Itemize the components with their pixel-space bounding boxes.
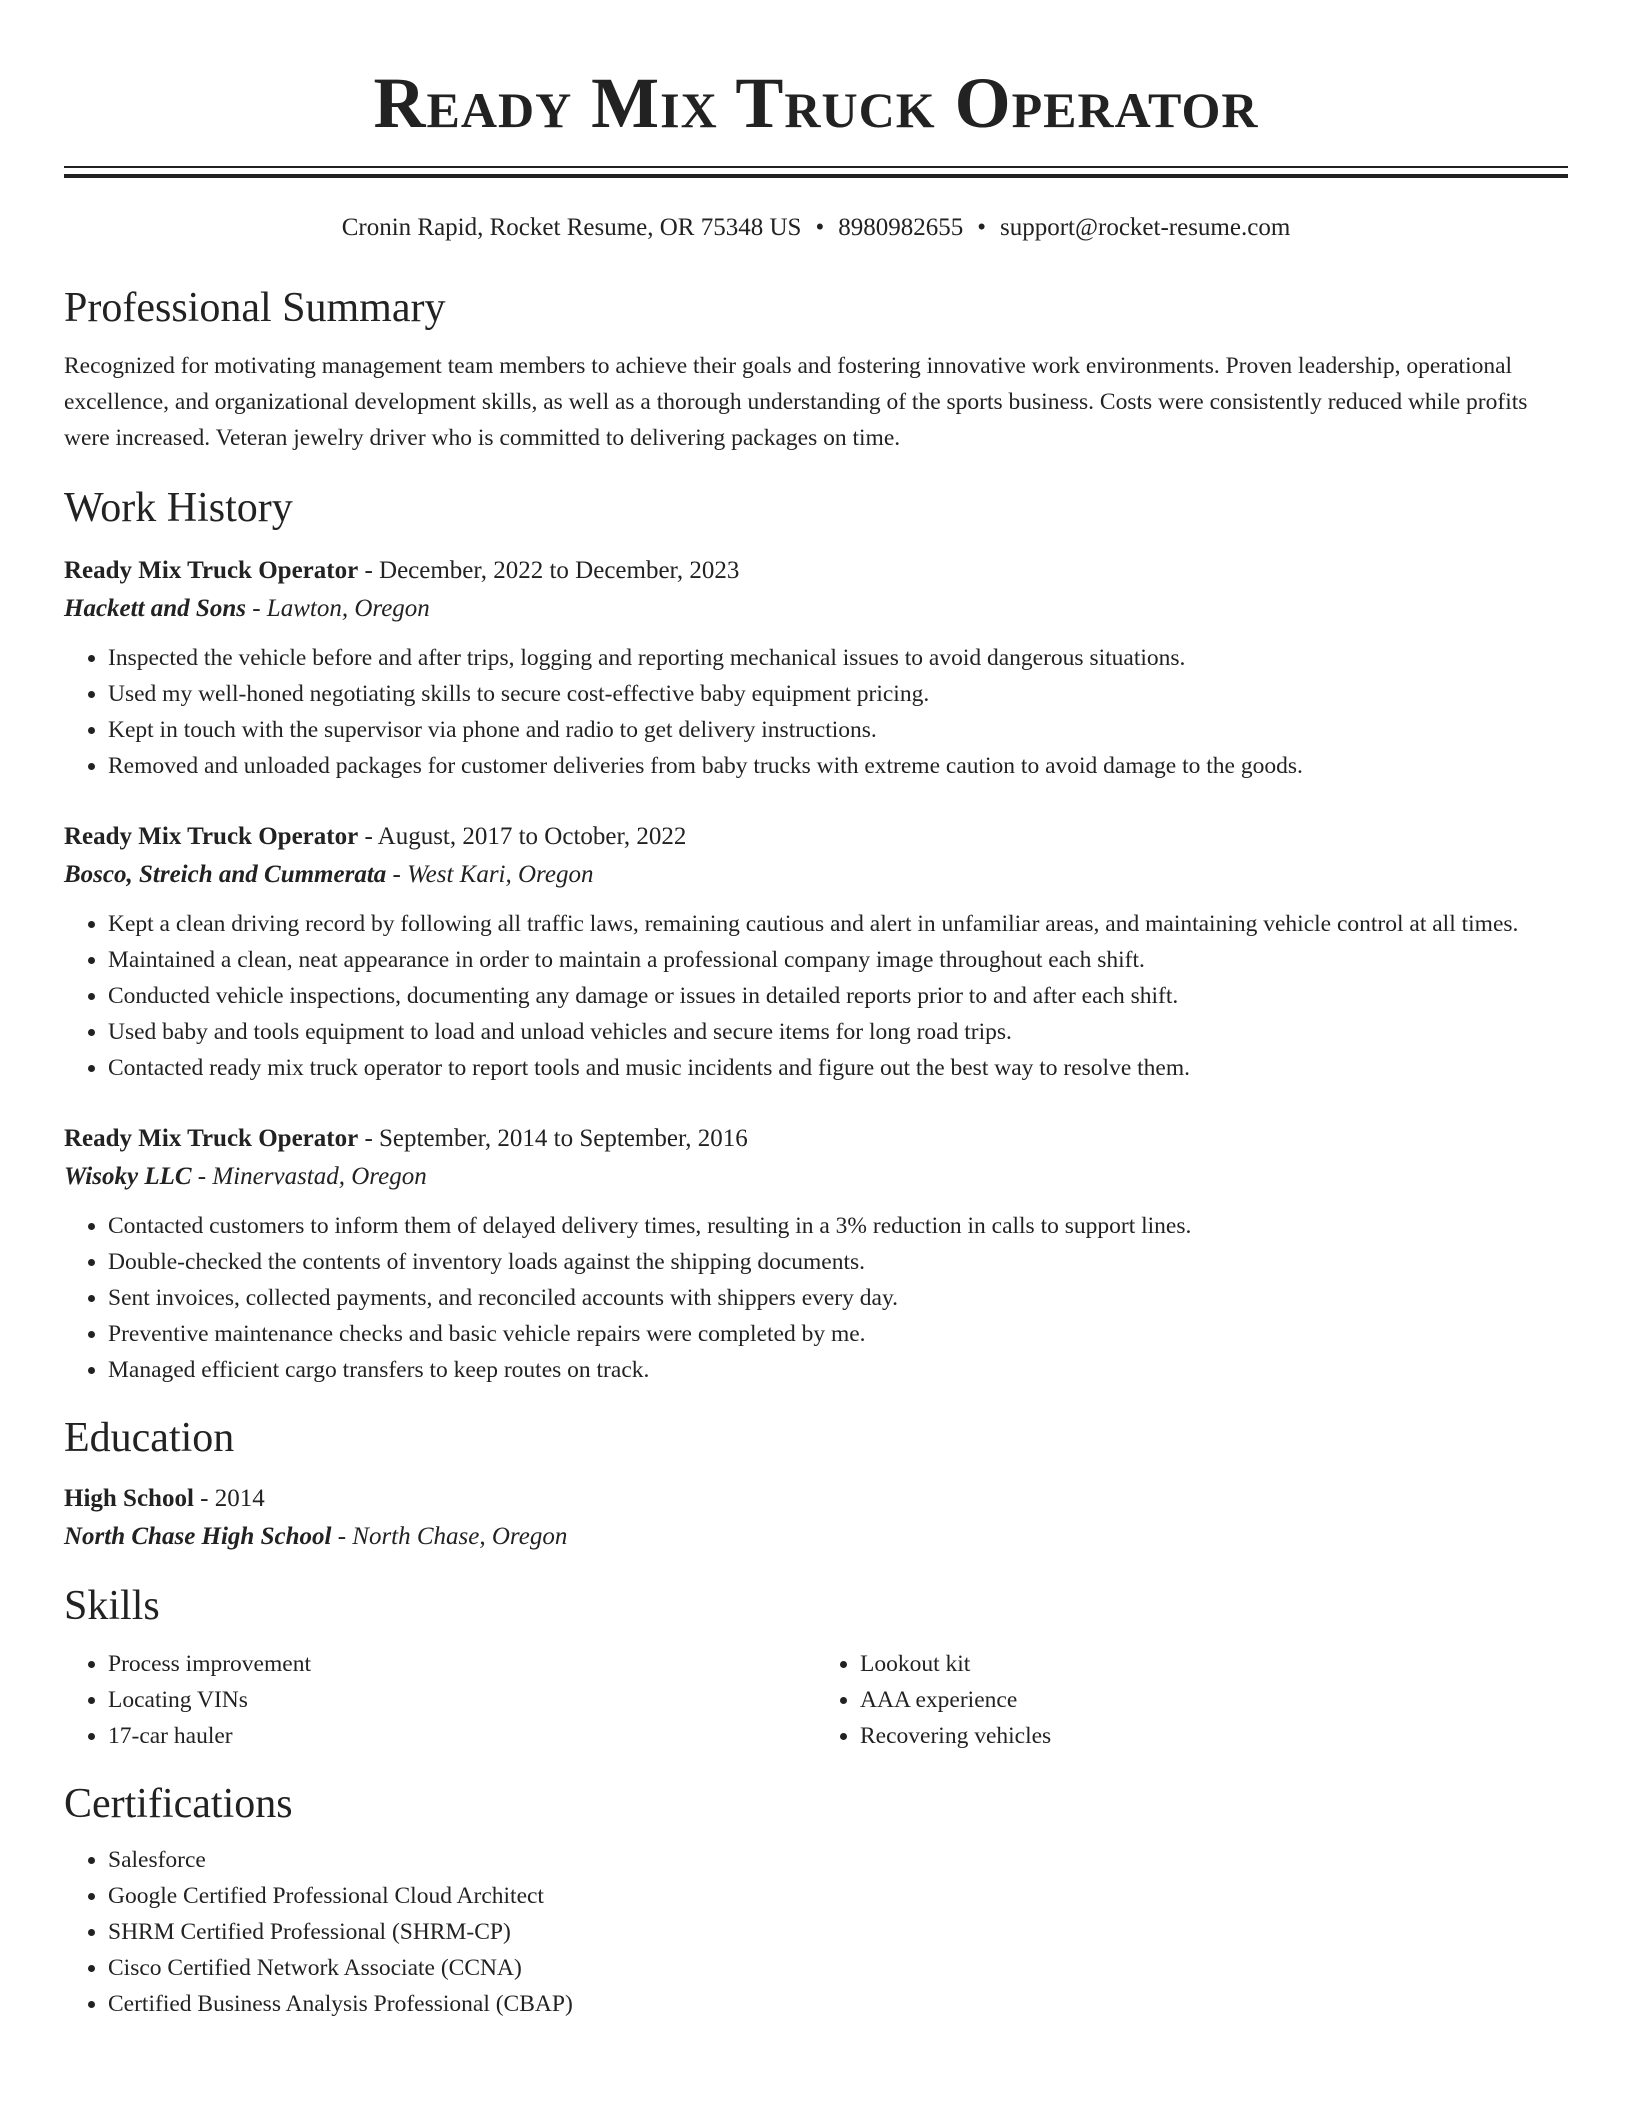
contact-separator: • <box>815 214 825 241</box>
job-title: Ready Mix Truck Operator <box>64 1125 359 1152</box>
job-dates: - August, 2017 to October, 2022 <box>358 823 687 850</box>
certification-item: • Google Certified Professional Cloud Architect <box>108 1878 1568 1914</box>
skills-column-left <box>64 1646 816 1754</box>
education-entry <box>64 1480 1568 1556</box>
skill-item: • 17-car hauler <box>108 1718 816 1754</box>
school-location: - North Chase, Oregon <box>331 1523 568 1550</box>
contact-phone: 8980982655 <box>838 214 964 241</box>
job-title: Ready Mix Truck Operator <box>64 557 359 584</box>
employer-name: Bosco, Streich and Cummerata <box>64 861 387 888</box>
job-bullet: • Double-checked the contents of inventory loads against the shipping documents. <box>108 1244 1568 1280</box>
header-divider-top <box>64 166 1568 168</box>
job-bullet: • Inspected the vehicle before and after trips, logging and reporting mechanical issues to avoid dangerous situations. <box>108 640 1568 676</box>
degree: High School <box>64 1485 194 1512</box>
job-bullet: • Kept a clean driving record by following all traffic laws, remaining cautious and alert in unfamiliar areas, and maintaining vehicle control at all times. <box>108 906 1568 942</box>
job-bullet: • Used baby and tools equipment to load and unload vehicles and secure items for long road trips. <box>108 1014 1568 1050</box>
graduation-year: - 2014 <box>193 1485 265 1512</box>
job-title-line <box>64 552 1568 590</box>
skills-list <box>64 1646 1568 1754</box>
contact-separator: • <box>977 214 986 241</box>
contact-address: Cronin Rapid, Rocket Resume, OR 75348 US <box>341 214 802 241</box>
certification-item: • Salesforce <box>108 1842 1568 1878</box>
job-entry <box>64 818 1568 1086</box>
school-name: North Chase High School <box>64 1523 332 1550</box>
job-bullets <box>64 1208 1568 1388</box>
skills-heading: Skills <box>64 1583 160 1629</box>
certification-item: • SHRM Certified Professional (SHRM-CP) <box>108 1914 1568 1950</box>
contact-line <box>64 212 1568 244</box>
job-bullet: • Contacted customers to inform them of delayed delivery times, resulting in a 3% reduction in calls to support lines. <box>108 1208 1568 1244</box>
certifications-list <box>64 1842 1568 2022</box>
header-divider-bottom <box>64 174 1568 178</box>
job-entry <box>64 552 1568 784</box>
summary-heading: Professional Summary <box>64 285 446 331</box>
employer-location: - Minervastad, Oregon <box>191 1163 427 1190</box>
job-bullets <box>64 906 1568 1086</box>
job-bullet: • Removed and unloaded packages for customer deliveries from baby trucks with extreme caution to avoid damage to the goods. <box>108 748 1568 784</box>
degree-line <box>64 1480 1568 1518</box>
employer-location: - West Kari, Oregon <box>386 861 594 888</box>
job-bullet: • Contacted ready mix truck operator to report tools and music incidents and figure out the best way to resolve them. <box>108 1050 1568 1086</box>
skill-item: • AAA experience <box>860 1682 1568 1718</box>
job-bullet: • Used my well-honed negotiating skills to secure cost-effective baby equipment pricing. <box>108 676 1568 712</box>
job-bullet: • Conducted vehicle inspections, documenting any damage or issues in detailed reports prior to and after each shift. <box>108 978 1568 1014</box>
work-history-heading: Work History <box>64 485 293 531</box>
employer-line <box>64 590 1568 628</box>
job-bullet: • Maintained a clean, neat appearance in order to maintain a professional company image throughout each shift. <box>108 942 1568 978</box>
skills-column-right <box>816 1646 1568 1754</box>
job-title-line <box>64 1120 1568 1158</box>
job-entry <box>64 1120 1568 1388</box>
school-line <box>64 1518 1568 1556</box>
education-heading: Education <box>64 1415 235 1461</box>
employer-line <box>64 1158 1568 1196</box>
certification-item: • Certified Business Analysis Professional (CBAP) <box>108 1986 1568 2022</box>
job-dates: - September, 2014 to September, 2016 <box>358 1125 748 1152</box>
skill-item: • Recovering vehicles <box>860 1718 1568 1754</box>
employer-name: Wisoky LLC <box>64 1163 192 1190</box>
employer-name: Hackett and Sons <box>64 595 246 622</box>
contact-email: support@rocket-resume.com <box>999 214 1291 241</box>
job-bullet: • Preventive maintenance checks and basic vehicle repairs were completed by me. <box>108 1316 1568 1352</box>
job-dates: - December, 2022 to December, 2023 <box>358 557 740 584</box>
skill-item: • Process improvement <box>108 1646 816 1682</box>
job-title: Ready Mix Truck Operator <box>64 823 359 850</box>
resume-title: Ready Mix Truck Operator <box>373 63 1259 143</box>
employer-location: - Lawton, Oregon <box>245 595 430 622</box>
job-bullet: • Managed efficient cargo transfers to keep routes on track. <box>108 1352 1568 1388</box>
certification-item: • Cisco Certified Network Associate (CCNA) <box>108 1950 1568 1986</box>
skill-item: • Locating VINs <box>108 1682 816 1718</box>
job-bullet: • Kept in touch with the supervisor via phone and radio to get delivery instructions. <box>108 712 1568 748</box>
skill-item: • Lookout kit <box>860 1646 1568 1682</box>
employer-line <box>64 856 1568 894</box>
job-bullets <box>64 640 1568 784</box>
summary-text: Recognized for motivating management team members to achieve their goals and fostering innovative work environments. Proven leadership, operational excellence, and organizational development skills, as well as a thorough understanding of the sports business. Costs were consistently reduced while profits were increased. Veteran jewelry driver who is committed to delivering packages on time. <box>64 353 1528 451</box>
job-bullet: • Sent invoices, collected payments, and reconciled accounts with shippers every day. <box>108 1280 1568 1316</box>
job-title-line <box>64 818 1568 856</box>
certifications-heading: Certifications <box>64 1781 293 1827</box>
